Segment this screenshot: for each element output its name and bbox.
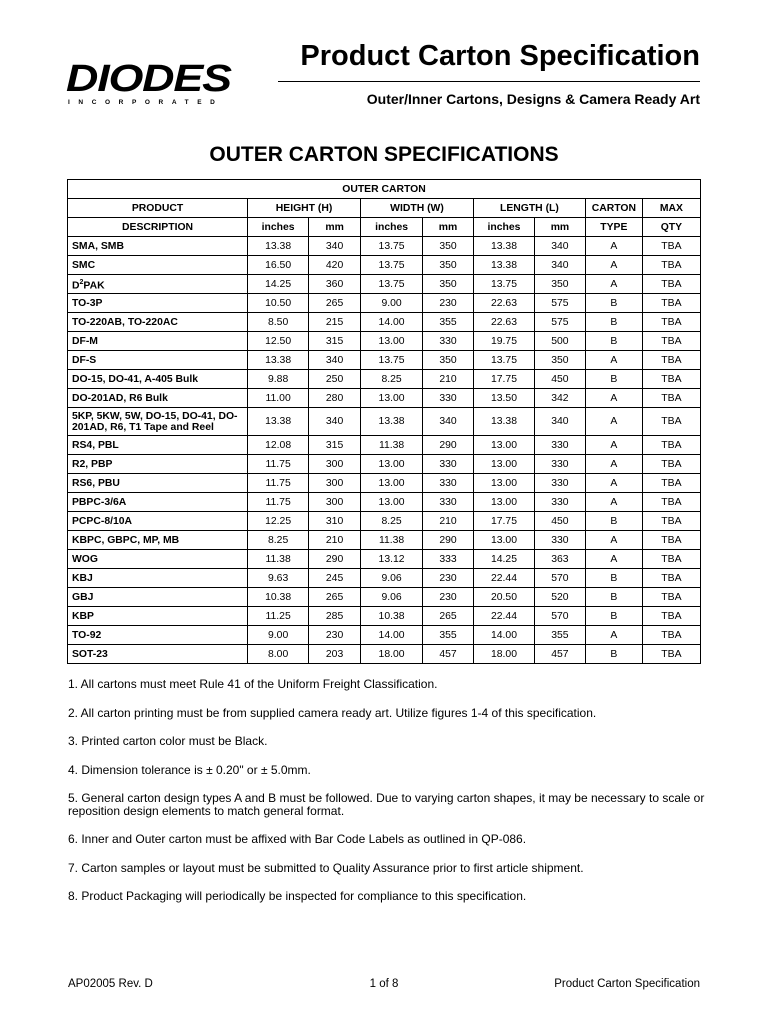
table-row bbox=[68, 588, 701, 607]
cell-h-in: 13.38 bbox=[248, 351, 309, 370]
cell-type: A bbox=[585, 408, 642, 436]
cell-type: B bbox=[585, 645, 642, 664]
cell-type: A bbox=[585, 550, 642, 569]
note-item: 8. Product Packaging will periodically be inspected for compliance to this specification. bbox=[68, 889, 527, 903]
cell-desc: TO-92 bbox=[68, 626, 248, 645]
cell-w-mm: 330 bbox=[423, 389, 474, 408]
cell-w-in: 8.25 bbox=[361, 512, 423, 531]
logo-wordmark: DIODES bbox=[66, 58, 231, 100]
cell-w-in: 13.00 bbox=[361, 389, 423, 408]
cell-w-mm: 210 bbox=[423, 370, 474, 389]
cell-l-mm: 570 bbox=[535, 569, 586, 588]
footer-doc-name: Product Carton Specification bbox=[554, 978, 700, 990]
notes-list bbox=[68, 678, 708, 919]
header-product: PRODUCT bbox=[68, 199, 248, 218]
cell-l-mm: 520 bbox=[535, 588, 586, 607]
cell-w-mm: 350 bbox=[423, 351, 474, 370]
note-item: 7. Carton samples or layout must be submitted to Quality Assurance prior to first article shipment. bbox=[68, 860, 584, 875]
table-row bbox=[68, 550, 701, 569]
cell-type: A bbox=[585, 626, 642, 645]
cell-h-mm: 230 bbox=[309, 626, 361, 645]
cell-h-mm: 300 bbox=[309, 455, 361, 474]
cell-w-mm: 350 bbox=[423, 237, 474, 256]
header-width-mm: mm bbox=[423, 218, 474, 237]
cell-h-mm: 420 bbox=[309, 256, 361, 275]
cell-h-mm: 250 bbox=[309, 370, 361, 389]
cell-w-in: 9.00 bbox=[361, 294, 423, 313]
cell-qty: TBA bbox=[642, 626, 700, 645]
cell-type: A bbox=[585, 436, 642, 455]
cell-w-in: 13.00 bbox=[361, 493, 423, 512]
table-body bbox=[68, 237, 701, 664]
note-item: 6. Inner and Outer carton must be affixed with Bar Code Labels as outlined in QP-086. bbox=[68, 832, 527, 846]
table-row bbox=[68, 455, 701, 474]
cell-w-in: 13.75 bbox=[361, 275, 423, 294]
cell-type: B bbox=[585, 512, 642, 531]
cell-w-mm: 230 bbox=[423, 569, 474, 588]
cell-qty: TBA bbox=[642, 607, 700, 626]
cell-w-in: 9.06 bbox=[361, 588, 423, 607]
note-item: 3. Printed carton color must be Black. bbox=[68, 734, 268, 748]
cell-w-mm: 350 bbox=[423, 256, 474, 275]
cell-h-in: 12.08 bbox=[248, 436, 309, 455]
cell-type: A bbox=[585, 256, 642, 275]
cell-h-in: 9.88 bbox=[248, 370, 309, 389]
cell-h-in: 10.38 bbox=[248, 588, 309, 607]
cell-l-mm: 355 bbox=[535, 626, 586, 645]
cell-h-in: 11.38 bbox=[248, 550, 309, 569]
logo-subtext: INCORPORATED bbox=[68, 99, 224, 106]
cell-l-mm: 350 bbox=[535, 351, 586, 370]
cell-h-mm: 340 bbox=[309, 351, 361, 370]
cell-type: A bbox=[585, 389, 642, 408]
cell-l-mm: 457 bbox=[535, 645, 586, 664]
cell-l-in: 13.38 bbox=[473, 408, 534, 436]
cell-h-in: 8.00 bbox=[248, 645, 309, 664]
cell-desc: GBJ bbox=[68, 588, 248, 607]
footer-page-number: 1 of 8 bbox=[369, 978, 399, 990]
cell-type: A bbox=[585, 531, 642, 550]
cell-qty: TBA bbox=[642, 550, 700, 569]
header-width-inches: inches bbox=[361, 218, 423, 237]
cell-h-in: 12.25 bbox=[248, 512, 309, 531]
cell-type: A bbox=[585, 493, 642, 512]
header-carton: CARTON bbox=[585, 199, 642, 218]
cell-qty: TBA bbox=[642, 455, 700, 474]
cell-h-in: 9.00 bbox=[248, 626, 309, 645]
cell-h-in: 9.63 bbox=[248, 569, 309, 588]
table-row bbox=[68, 512, 701, 531]
cell-type: A bbox=[585, 474, 642, 493]
cell-l-in: 20.50 bbox=[473, 588, 534, 607]
cell-l-mm: 450 bbox=[535, 512, 586, 531]
cell-l-in: 13.38 bbox=[473, 256, 534, 275]
cell-h-mm: 340 bbox=[309, 408, 361, 436]
cell-h-in: 13.38 bbox=[248, 237, 309, 256]
cell-type: A bbox=[585, 455, 642, 474]
cell-type: A bbox=[585, 275, 642, 294]
cell-l-mm: 575 bbox=[535, 294, 586, 313]
note-item: 2. All carton printing must be from supplied camera ready art. Utilize figures 1-4 of this specification. bbox=[68, 705, 597, 720]
table-row bbox=[68, 370, 701, 389]
cell-h-in: 10.50 bbox=[248, 294, 309, 313]
table-row bbox=[68, 569, 701, 588]
cell-w-in: 13.12 bbox=[361, 550, 423, 569]
cell-qty: TBA bbox=[642, 569, 700, 588]
table-row bbox=[68, 531, 701, 550]
cell-l-in: 22.63 bbox=[473, 313, 534, 332]
cell-w-in: 13.00 bbox=[361, 332, 423, 351]
cell-h-mm: 265 bbox=[309, 588, 361, 607]
note-item: 5. General carton design types A and B must be followed. Due to varying carton shapes, it may be necessary to scale or reposition design elements to match general format. bbox=[68, 791, 705, 818]
diodes-logo bbox=[66, 60, 242, 108]
cell-type: B bbox=[585, 588, 642, 607]
cell-h-in: 8.50 bbox=[248, 313, 309, 332]
cell-qty: TBA bbox=[642, 389, 700, 408]
cell-l-in: 22.44 bbox=[473, 607, 534, 626]
cell-qty: TBA bbox=[642, 237, 700, 256]
table-row bbox=[68, 351, 701, 370]
cell-desc: 5KP, 5KW, 5W, DO-15, DO-41, DO-201AD, R6, T1 Tape and Reel bbox=[68, 408, 248, 436]
cell-desc: TO-220AB, TO-220AC bbox=[68, 313, 248, 332]
cell-desc: $D^2PAK$ bbox=[68, 275, 248, 294]
cell-l-in: 13.00 bbox=[473, 474, 534, 493]
cell-h-in: 13.38 bbox=[248, 408, 309, 436]
cell-type: B bbox=[585, 607, 642, 626]
header-description: DESCRIPTION bbox=[68, 218, 248, 237]
cell-qty: TBA bbox=[642, 313, 700, 332]
table-row bbox=[68, 607, 701, 626]
cell-qty: TBA bbox=[642, 351, 700, 370]
table-row bbox=[68, 493, 701, 512]
document-title: Product Carton Specification bbox=[300, 40, 700, 72]
cell-h-in: 14.25 bbox=[248, 275, 309, 294]
cell-l-mm: 350 bbox=[535, 275, 586, 294]
cell-w-mm: 355 bbox=[423, 626, 474, 645]
cell-h-mm: 310 bbox=[309, 512, 361, 531]
cell-h-mm: 285 bbox=[309, 607, 361, 626]
cell-h-mm: 360 bbox=[309, 275, 361, 294]
cell-h-in: 11.00 bbox=[248, 389, 309, 408]
cell-h-in: 11.25 bbox=[248, 607, 309, 626]
cell-desc: DF-S bbox=[68, 351, 248, 370]
cell-w-mm: 330 bbox=[423, 332, 474, 351]
cell-desc: PBPC-3/6A bbox=[68, 493, 248, 512]
cell-w-in: 13.00 bbox=[361, 474, 423, 493]
cell-desc: SMC bbox=[68, 256, 248, 275]
cell-w-in: 13.75 bbox=[361, 237, 423, 256]
section-heading: OUTER CARTON SPECIFICATIONS bbox=[209, 143, 559, 166]
cell-l-in: 13.00 bbox=[473, 455, 534, 474]
header-length-inches: inches bbox=[473, 218, 534, 237]
cell-w-mm: 333 bbox=[423, 550, 474, 569]
cell-w-in: 11.38 bbox=[361, 531, 423, 550]
cell-desc: RS6, PBU bbox=[68, 474, 248, 493]
cell-l-mm: 575 bbox=[535, 313, 586, 332]
cell-h-in: 16.50 bbox=[248, 256, 309, 275]
cell-type: B bbox=[585, 294, 642, 313]
cell-h-mm: 203 bbox=[309, 645, 361, 664]
header-max: MAX bbox=[642, 199, 700, 218]
cell-type: A bbox=[585, 351, 642, 370]
cell-l-mm: 450 bbox=[535, 370, 586, 389]
cell-qty: TBA bbox=[642, 645, 700, 664]
cell-h-mm: 215 bbox=[309, 313, 361, 332]
table-row bbox=[68, 237, 701, 256]
cell-w-in: 13.75 bbox=[361, 256, 423, 275]
table-row bbox=[68, 408, 701, 436]
cell-h-mm: 265 bbox=[309, 294, 361, 313]
cell-l-in: 14.25 bbox=[473, 550, 534, 569]
cell-desc: KBP bbox=[68, 607, 248, 626]
cell-h-mm: 300 bbox=[309, 474, 361, 493]
cell-h-in: 11.75 bbox=[248, 455, 309, 474]
header-qty: QTY bbox=[642, 218, 700, 237]
header-height: HEIGHT (H) bbox=[248, 199, 361, 218]
cell-desc: SMA, SMB bbox=[68, 237, 248, 256]
cell-l-in: 13.75 bbox=[473, 351, 534, 370]
cell-l-in: 17.75 bbox=[473, 370, 534, 389]
cell-l-mm: 330 bbox=[535, 493, 586, 512]
title-divider bbox=[278, 81, 700, 82]
cell-l-in: 13.00 bbox=[473, 493, 534, 512]
cell-qty: TBA bbox=[642, 275, 700, 294]
cell-w-mm: 290 bbox=[423, 436, 474, 455]
cell-h-in: 11.75 bbox=[248, 493, 309, 512]
cell-w-in: 13.38 bbox=[361, 408, 423, 436]
cell-h-mm: 340 bbox=[309, 237, 361, 256]
cell-h-mm: 280 bbox=[309, 389, 361, 408]
cell-desc: KBPC, GBPC, MP, MB bbox=[68, 531, 248, 550]
cell-w-mm: 230 bbox=[423, 294, 474, 313]
cell-w-in: 13.00 bbox=[361, 455, 423, 474]
cell-l-mm: 340 bbox=[535, 256, 586, 275]
cell-w-in: 14.00 bbox=[361, 626, 423, 645]
cell-w-mm: 265 bbox=[423, 607, 474, 626]
cell-h-mm: 245 bbox=[309, 569, 361, 588]
table-row bbox=[68, 389, 701, 408]
note-item: 4. Dimension tolerance is ± 0.20" or ± 5.0mm. bbox=[68, 762, 311, 777]
table-row bbox=[68, 313, 701, 332]
table-row bbox=[68, 256, 701, 275]
cell-qty: TBA bbox=[642, 474, 700, 493]
cell-type: B bbox=[585, 313, 642, 332]
cell-qty: TBA bbox=[642, 256, 700, 275]
cell-qty: TBA bbox=[642, 512, 700, 531]
cell-qty: TBA bbox=[642, 370, 700, 389]
cell-desc: DO-201AD, R6 Bulk bbox=[68, 389, 248, 408]
cell-h-in: 12.50 bbox=[248, 332, 309, 351]
document-subtitle: Outer/Inner Cartons, Designs & Camera Ready Art bbox=[366, 91, 700, 107]
footer-doc-id: AP02005 Rev. D bbox=[68, 978, 153, 990]
cell-desc: KBJ bbox=[68, 569, 248, 588]
table-row bbox=[68, 436, 701, 455]
cell-l-in: 13.38 bbox=[473, 237, 534, 256]
cell-h-mm: 290 bbox=[309, 550, 361, 569]
cell-w-mm: 340 bbox=[423, 408, 474, 436]
cell-h-mm: 315 bbox=[309, 332, 361, 351]
cell-desc: SOT-23 bbox=[68, 645, 248, 664]
cell-l-mm: 330 bbox=[535, 474, 586, 493]
header-length-mm: mm bbox=[535, 218, 586, 237]
cell-desc: DO-15, DO-41, A-405 Bulk bbox=[68, 370, 248, 389]
cell-w-in: 8.25 bbox=[361, 370, 423, 389]
header-height-mm: mm bbox=[309, 218, 361, 237]
cell-qty: TBA bbox=[642, 588, 700, 607]
cell-h-mm: 300 bbox=[309, 493, 361, 512]
cell-l-in: 13.00 bbox=[473, 531, 534, 550]
cell-qty: TBA bbox=[642, 294, 700, 313]
note-item: 1. All cartons must meet Rule 41 of the Uniform Freight Classification. bbox=[68, 677, 438, 691]
cell-l-in: 19.75 bbox=[473, 332, 534, 351]
table-row bbox=[68, 626, 701, 645]
cell-l-in: 13.00 bbox=[473, 436, 534, 455]
header-width: WIDTH (W) bbox=[361, 199, 474, 218]
cell-l-in: 17.75 bbox=[473, 512, 534, 531]
cell-l-in: 13.75 bbox=[473, 275, 534, 294]
cell-w-mm: 330 bbox=[423, 474, 474, 493]
cell-type: B bbox=[585, 332, 642, 351]
header-length: LENGTH (L) bbox=[473, 199, 585, 218]
cell-h-mm: 315 bbox=[309, 436, 361, 455]
cell-l-mm: 570 bbox=[535, 607, 586, 626]
table-row bbox=[68, 474, 701, 493]
cell-w-mm: 290 bbox=[423, 531, 474, 550]
cell-type: B bbox=[585, 569, 642, 588]
cell-qty: TBA bbox=[642, 493, 700, 512]
cell-l-mm: 340 bbox=[535, 237, 586, 256]
cell-l-mm: 340 bbox=[535, 408, 586, 436]
cell-l-mm: 363 bbox=[535, 550, 586, 569]
cell-type: B bbox=[585, 370, 642, 389]
cell-type: A bbox=[585, 237, 642, 256]
cell-w-in: 13.75 bbox=[361, 351, 423, 370]
header-type: TYPE bbox=[585, 218, 642, 237]
table-row bbox=[68, 275, 701, 294]
cell-w-mm: 230 bbox=[423, 588, 474, 607]
outer-carton-table bbox=[67, 179, 701, 664]
cell-l-mm: 330 bbox=[535, 531, 586, 550]
cell-desc: R2, PBP bbox=[68, 455, 248, 474]
cell-desc: PCPC-8/10A bbox=[68, 512, 248, 531]
cell-h-in: 8.25 bbox=[248, 531, 309, 550]
cell-w-mm: 330 bbox=[423, 455, 474, 474]
cell-h-mm: 210 bbox=[309, 531, 361, 550]
cell-w-mm: 457 bbox=[423, 645, 474, 664]
cell-l-mm: 330 bbox=[535, 455, 586, 474]
cell-qty: TBA bbox=[642, 408, 700, 436]
cell-desc: DF-M bbox=[68, 332, 248, 351]
cell-l-in: 22.44 bbox=[473, 569, 534, 588]
cell-l-mm: 500 bbox=[535, 332, 586, 351]
cell-l-in: 22.63 bbox=[473, 294, 534, 313]
cell-w-in: 10.38 bbox=[361, 607, 423, 626]
cell-w-in: 11.38 bbox=[361, 436, 423, 455]
table-group-header: OUTER CARTON bbox=[68, 180, 701, 199]
header-height-inches: inches bbox=[248, 218, 309, 237]
cell-l-in: 18.00 bbox=[473, 645, 534, 664]
cell-l-mm: 330 bbox=[535, 436, 586, 455]
cell-w-mm: 330 bbox=[423, 493, 474, 512]
cell-w-mm: 350 bbox=[423, 275, 474, 294]
cell-desc: RS4, PBL bbox=[68, 436, 248, 455]
cell-l-mm: 342 bbox=[535, 389, 586, 408]
cell-w-mm: 210 bbox=[423, 512, 474, 531]
cell-w-in: 18.00 bbox=[361, 645, 423, 664]
cell-l-in: 13.50 bbox=[473, 389, 534, 408]
cell-h-in: 11.75 bbox=[248, 474, 309, 493]
cell-qty: TBA bbox=[642, 332, 700, 351]
cell-w-in: 14.00 bbox=[361, 313, 423, 332]
cell-w-mm: 355 bbox=[423, 313, 474, 332]
cell-qty: TBA bbox=[642, 531, 700, 550]
table-row bbox=[68, 294, 701, 313]
cell-w-in: 9.06 bbox=[361, 569, 423, 588]
table-row bbox=[68, 645, 701, 664]
cell-l-in: 14.00 bbox=[473, 626, 534, 645]
cell-desc: TO-3P bbox=[68, 294, 248, 313]
table-row bbox=[68, 332, 701, 351]
cell-qty: TBA bbox=[642, 436, 700, 455]
cell-desc: WOG bbox=[68, 550, 248, 569]
